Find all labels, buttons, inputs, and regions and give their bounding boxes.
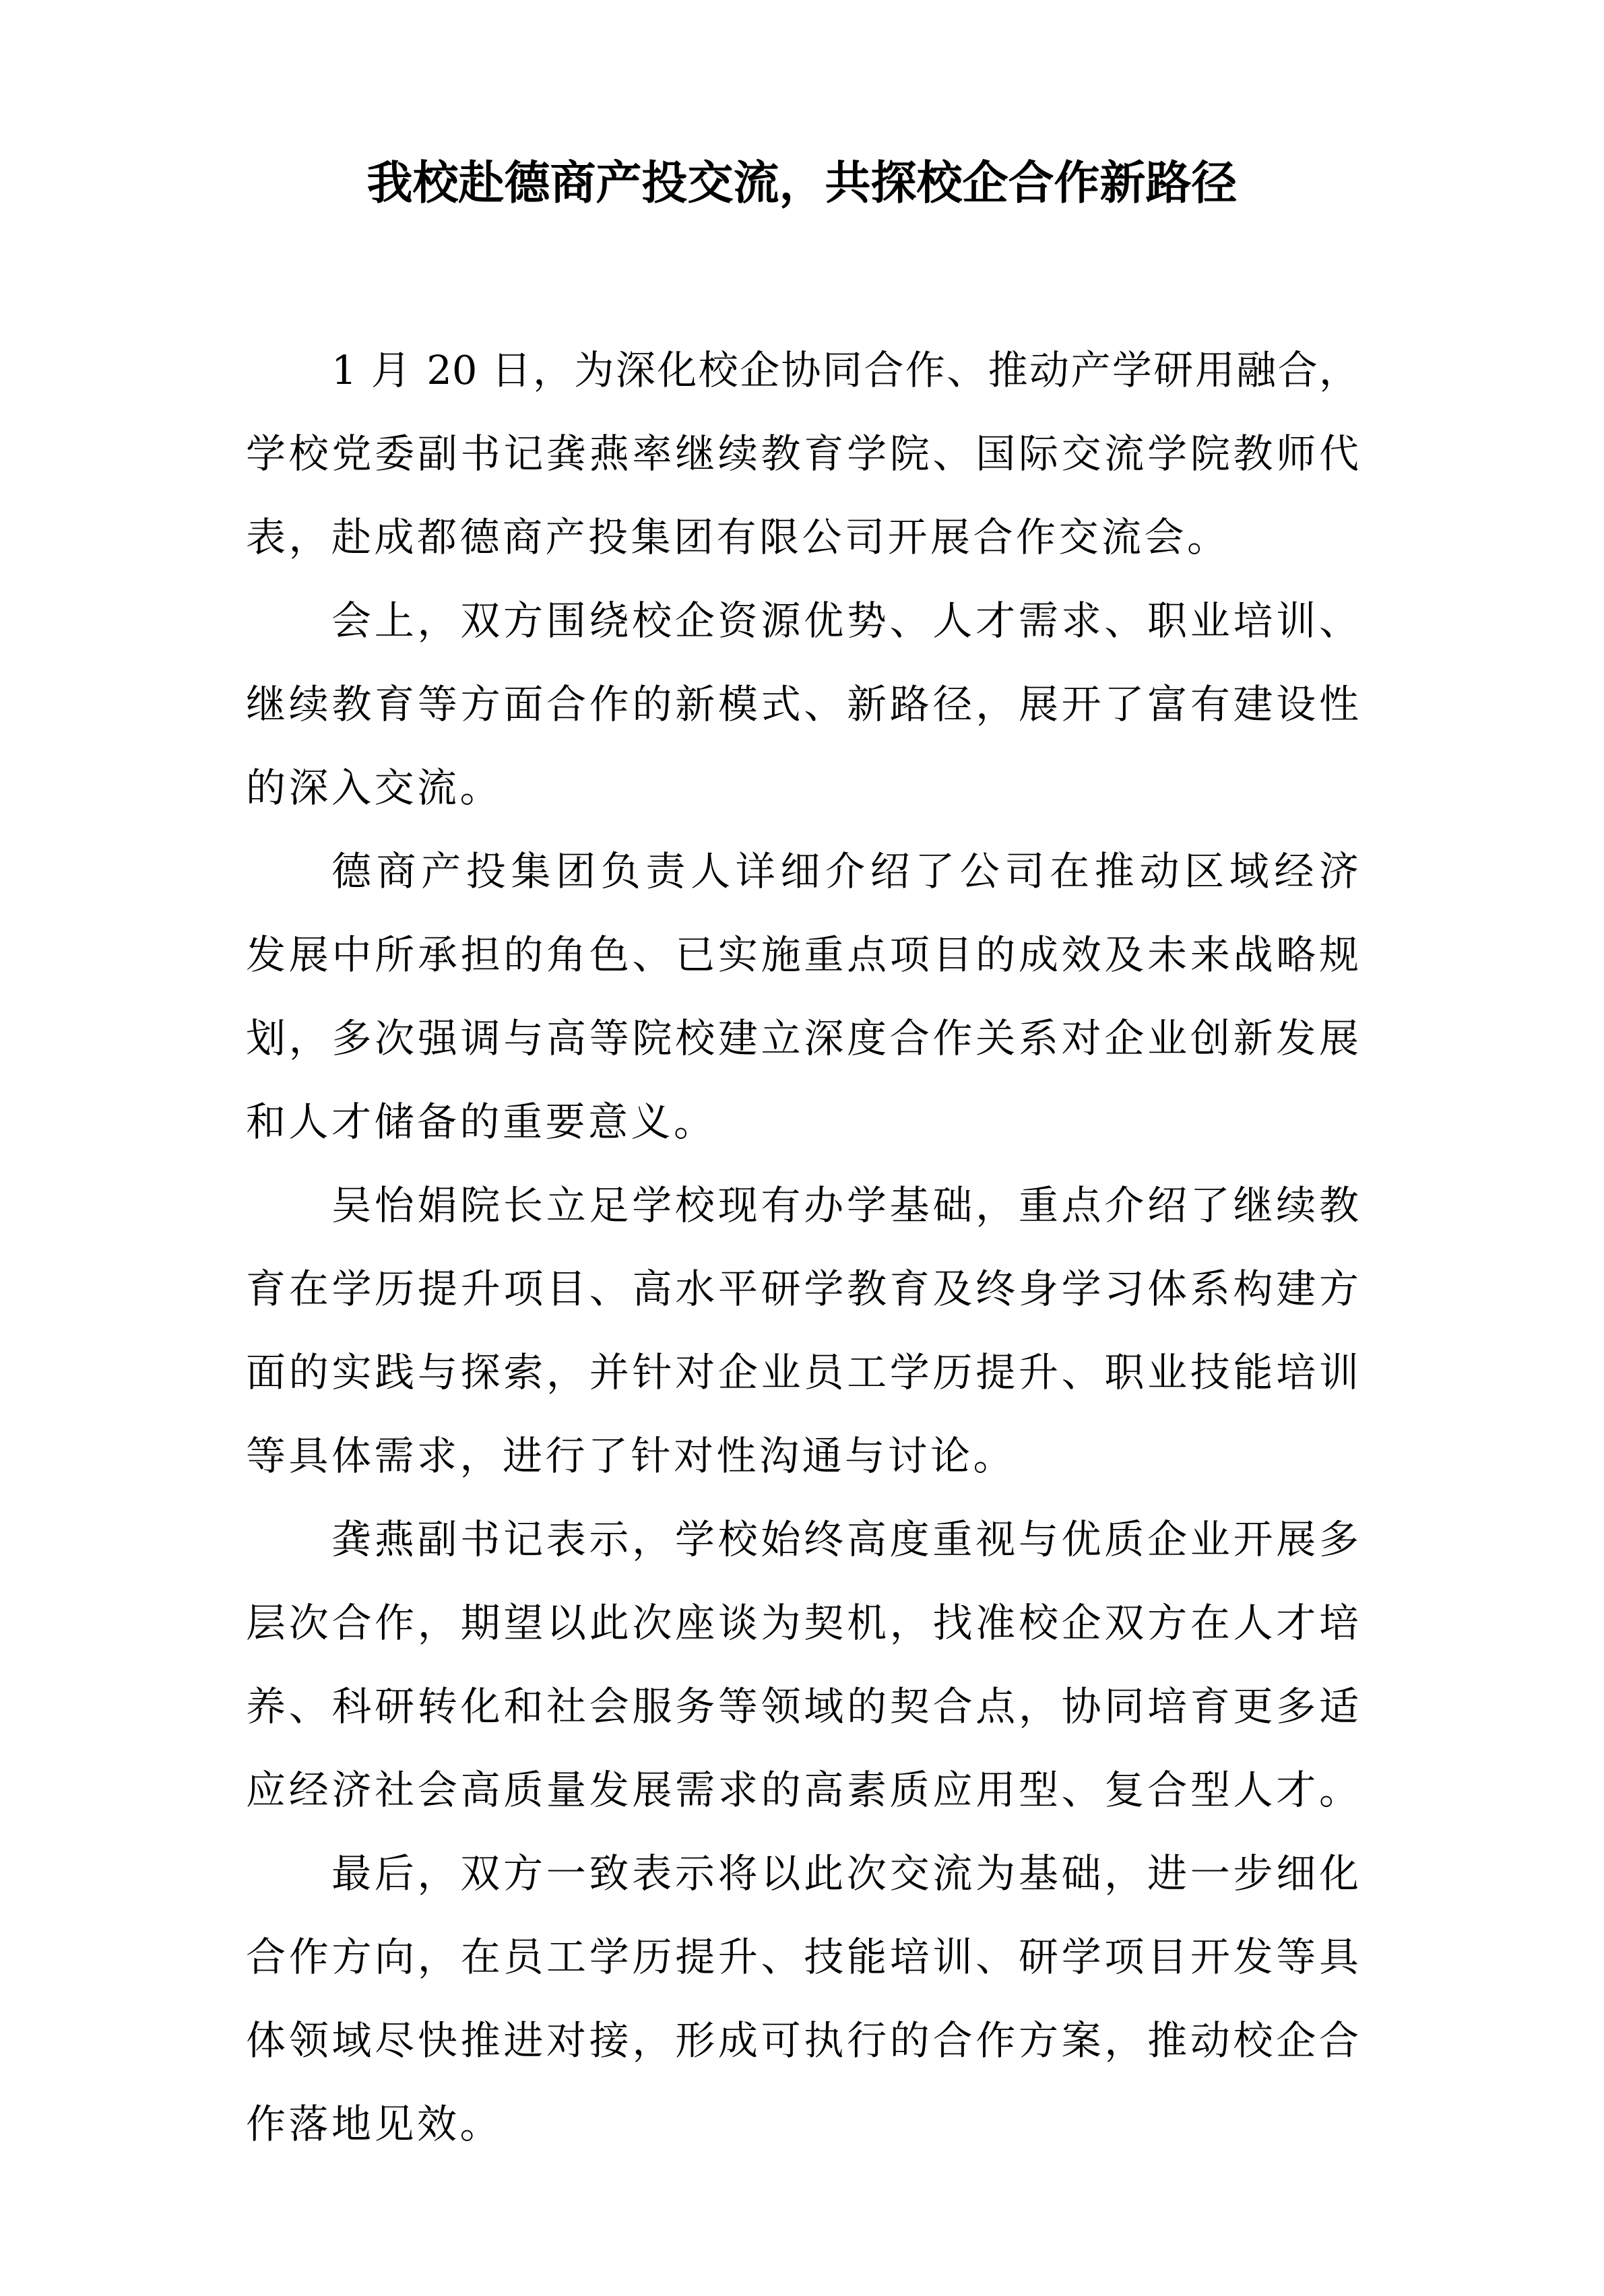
paragraph-line: 的深入交流。 (246, 764, 503, 811)
paragraph-line: 学校党委副书记龚燕率继续教育学院、国际交流学院教师代 (246, 430, 1359, 477)
paragraph-5 (246, 1498, 1359, 1832)
paragraph-line: 应经济社会高质量发展需求的高素质应用型、复合型人才。 (246, 1767, 1359, 1813)
article-body (246, 329, 1359, 2166)
paragraph-line: 和人才储备的重要意义。 (246, 1098, 717, 1145)
paragraph-1 (246, 329, 1359, 579)
paragraph-line: 最后，双方一致表示将以此次交流为基础，进一步细化 (331, 1850, 1359, 1897)
paragraph-line: 会上，双方围绕校企资源优势、人才需求、职业培训、 (331, 597, 1359, 644)
paragraph-6 (246, 1832, 1359, 2166)
paragraph-line: 1 月 20 日，为深化校企协同合作、推动产学研用融合， (331, 347, 1359, 393)
paragraph-line: 表，赴成都德商产投集团有限公司开展合作交流会。 (246, 514, 1230, 560)
paragraph-line: 体领域尽快推进对接，形成可执行的合作方案，推动校企合 (246, 2017, 1359, 2064)
paragraph-line: 吴怡娟院长立足学校现有办学基础，重点介绍了继续教 (331, 1182, 1359, 1228)
paragraph-3 (246, 830, 1359, 1164)
paragraph-line: 合作方向，在员工学历提升、技能培训、研学项目开发等具 (246, 1934, 1359, 1980)
paragraph-line: 龚燕副书记表示，学校始终高度重视与优质企业开展多 (331, 1516, 1359, 1563)
paragraph-line: 育在学历提升项目、高水平研学教育及终身学习体系构建方 (246, 1266, 1359, 1312)
paragraph-line: 德商产投集团负责人详细介绍了公司在推动区域经济 (331, 848, 1359, 894)
paragraph-line: 养、科研转化和社会服务等领域的契合点，协同培育更多适 (246, 1683, 1359, 1730)
paragraph-line: 层次合作，期望以此次座谈为契机，找准校企双方在人才培 (246, 1600, 1359, 1646)
paragraph-line: 继续教育等方面合作的新模式、新路径，展开了富有建设性 (246, 681, 1359, 727)
paragraph-line: 划，多次强调与高等院校建立深度合作关系对企业创新发展 (246, 1015, 1359, 1061)
paragraph-line: 面的实践与探索，并针对企业员工学历提升、职业技能培训 (246, 1349, 1359, 1396)
paragraph-line: 作落地见效。 (246, 2101, 503, 2147)
paragraph-line: 等具体需求，进行了针对性沟通与讨论。 (246, 1433, 1017, 1479)
paragraph-2 (246, 579, 1359, 830)
article-title: 我校赴德商产投交流，共探校企合作新路径 (366, 156, 1238, 210)
paragraph-4 (246, 1164, 1359, 1498)
paragraph-line: 发展中所承担的角色、已实施重点项目的成效及未来战略规 (246, 931, 1359, 978)
